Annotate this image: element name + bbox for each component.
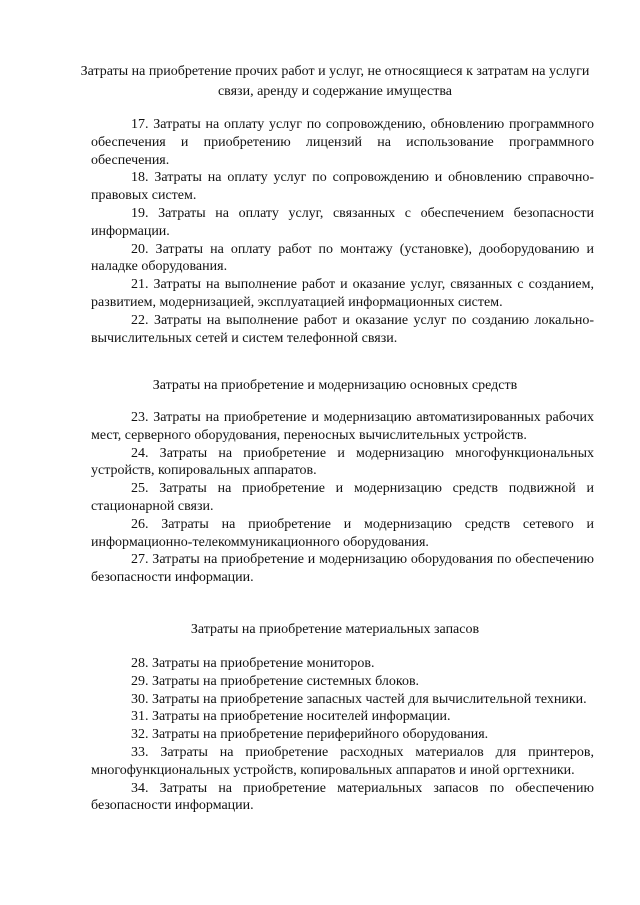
list-item: 27. Затраты на приобретение и модернизацию оборудования по обеспечению безопасности информации. <box>91 552 594 586</box>
list-item: 31. Затраты на приобретение носителей информации. <box>131 709 451 725</box>
list-item: 28. Затраты на приобретение мониторов. <box>131 656 375 671</box>
list-item: 18. Затраты на оплату услуг по сопровождению и обновлению справочно-правовых систем. <box>91 170 594 204</box>
section-items <box>91 409 594 587</box>
list-item: 30. Затраты на приобретение запасных частей для вычислительной техники. <box>131 691 587 707</box>
list-item: 25. Затраты на приобретение и модернизацию средств подвижной и стационарной связи. <box>91 481 594 514</box>
section-heading: Затраты на приобретение и модернизацию основных средств <box>152 378 518 393</box>
list-item: 32. Затраты на приобретение периферийного оборудования. <box>131 727 489 743</box>
section-heading: Затраты на приобретение материальных запасов <box>190 622 480 637</box>
list-item: 24. Затраты на приобретение и модернизацию многофункциональных устройств, копировальных аппаратов. <box>91 445 594 479</box>
section-items <box>91 116 594 347</box>
list-item: 21. Затраты на выполнение работ и оказание услуг, связанных с созданием, развитием, модернизацией, эксплуатацией информационных систем. <box>91 277 594 310</box>
list-item: 29. Затраты на приобретение системных блоков. <box>131 673 420 689</box>
section-heading: Затраты на приобретение прочих работ и услуг, не относящиеся к затратам на услуги связи, аренду и содержание имущества <box>80 64 590 99</box>
list-item: 20. Затраты на оплату работ по монтажу (установке), дооборудованию и наладке оборудования. <box>91 241 594 275</box>
list-item: 17. Затраты на оплату услуг по сопровождению, обновлению программного обеспечения и приобретению лицензий на использование программного обеспечения. <box>91 117 594 168</box>
section-items <box>91 655 594 815</box>
list-item: 22. Затраты на выполнение работ и оказание услуг по созданию локально-вычислительных сетей и систем телефонной связи. <box>91 312 594 346</box>
list-item: 34. Затраты на приобретение материальных запасов по обеспечению безопасности информации. <box>91 780 594 814</box>
list-item: 23. Затраты на приобретение и модернизацию автоматизированных рабочих мест, серверного оборудования, переносных вычислительных устройств. <box>91 410 594 443</box>
list-item: 26. Затраты на приобретение и модернизацию средств сетевого и информационно-телекоммуникационного оборудования. <box>91 516 594 550</box>
list-item: 19. Затраты на оплату услуг, связанных с обеспечением безопасности информации. <box>91 205 594 239</box>
list-item: 33. Затраты на приобретение расходных материалов для принтеров, многофункциональных устройств, копировальных аппаратов и иной оргтехники. <box>91 744 594 778</box>
